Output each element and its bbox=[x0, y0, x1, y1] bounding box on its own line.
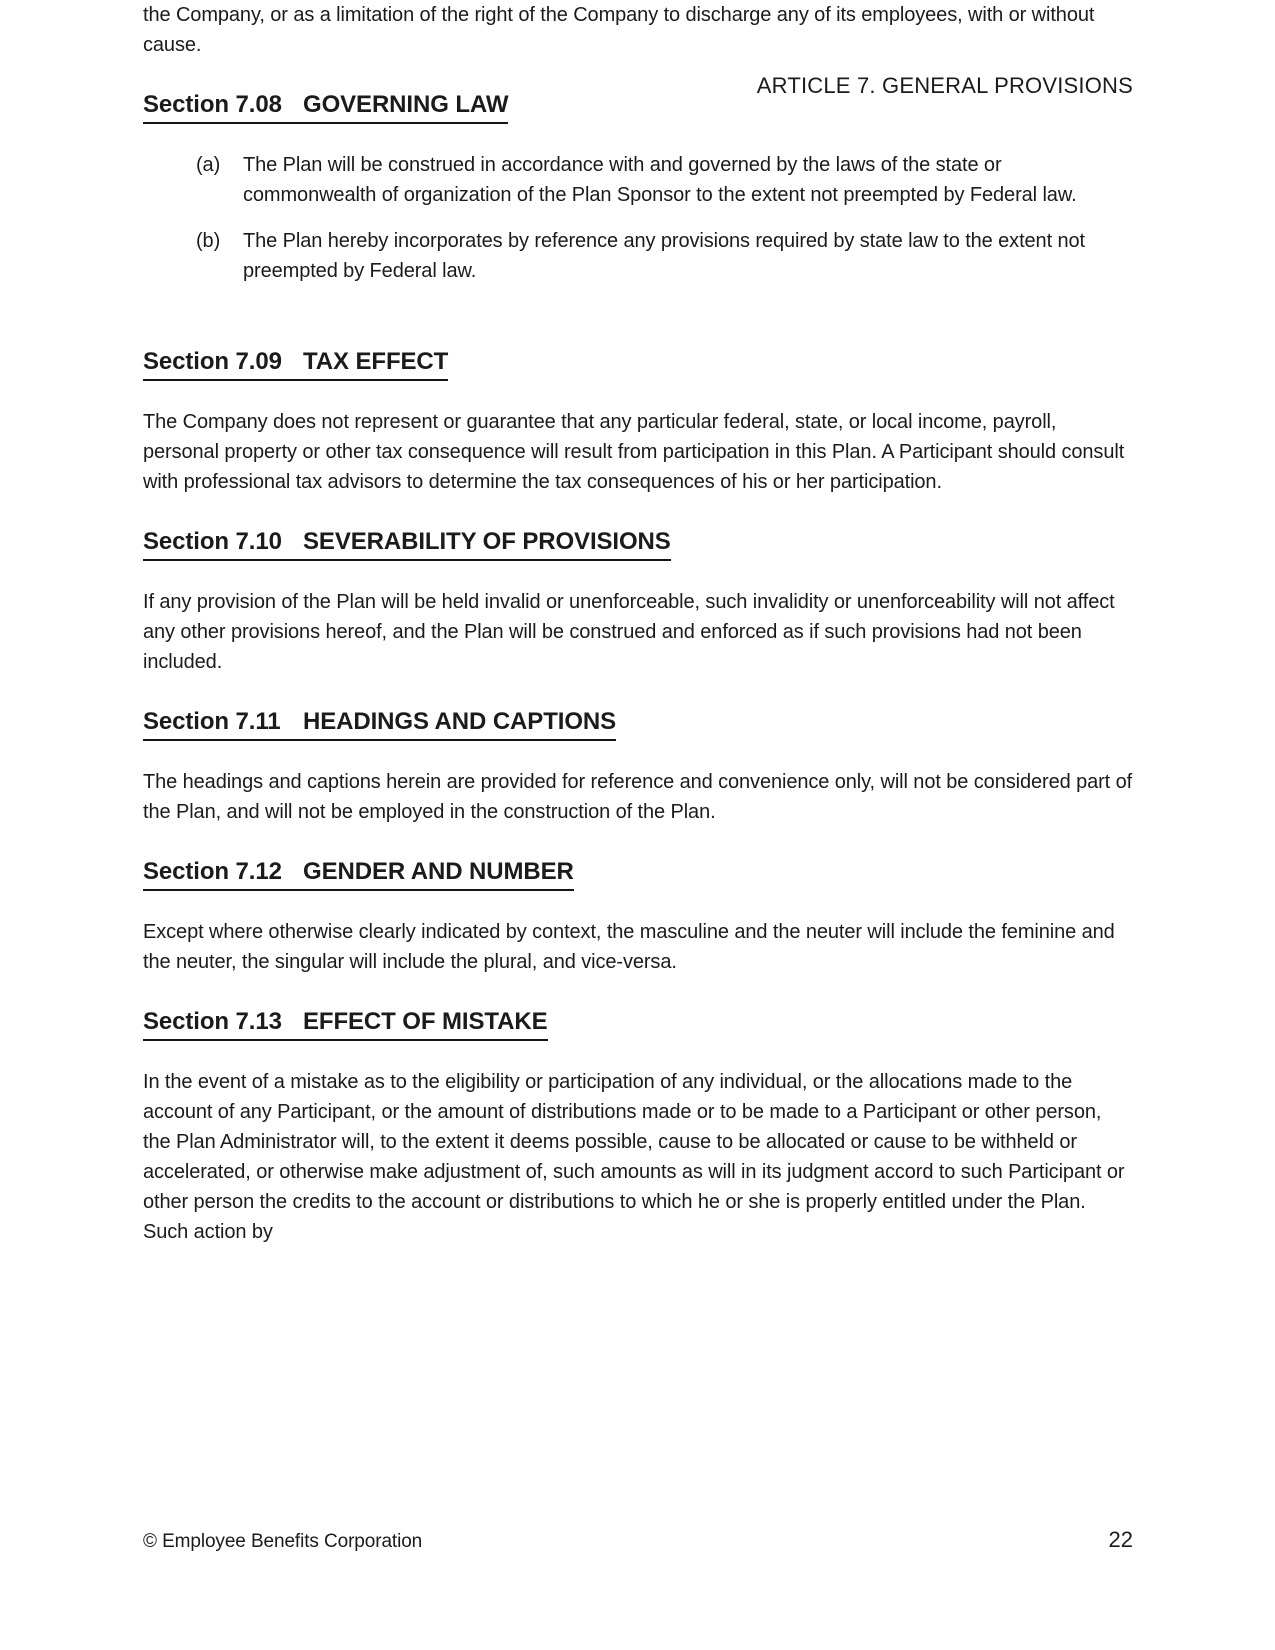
section-number: Section 7.11 bbox=[143, 708, 281, 735]
intro-paragraph: the Company, or as a limitation of the right of the Company to discharge any of its employees, with or without cause. bbox=[143, 4, 1095, 56]
section-number: Section 7.09 bbox=[143, 348, 282, 375]
section-heading-underline bbox=[143, 90, 508, 124]
section-title: EFFECT OF MISTAKE bbox=[303, 1008, 548, 1035]
section-7-11-body: The headings and captions herein are provided for reference and convenience only, will not be considered part of the Plan, and will not be employed in the construction of the Plan. bbox=[143, 771, 1133, 823]
list-item-text: The Plan hereby incorporates by reference any provisions required by state law to the extent not preempted by Federal law. bbox=[243, 230, 1085, 282]
page-number: 22 bbox=[1108, 1527, 1133, 1552]
section-7-08-heading bbox=[143, 90, 1133, 124]
list-item bbox=[143, 150, 1133, 210]
section-7-10-heading bbox=[143, 527, 1133, 561]
section-7-09-body: The Company does not represent or guarantee that any particular federal, state, or local income, payroll, personal property or other tax consequence will result from participation in this Plan. A Participant should consult with professional tax advisors to determine the tax consequences of his or her participation. bbox=[143, 411, 1125, 493]
footer-copyright: © Employee Benefits Corporation bbox=[143, 1531, 423, 1552]
list-marker: (a) bbox=[196, 154, 221, 176]
section-number: Section 7.10 bbox=[143, 528, 282, 555]
section-7-11-heading bbox=[143, 707, 1133, 741]
section-heading-underline bbox=[143, 347, 448, 381]
section-title: GOVERNING LAW bbox=[303, 91, 509, 118]
section-number: Section 7.13 bbox=[143, 1008, 282, 1035]
section-number: Section 7.08 bbox=[143, 91, 282, 118]
section-heading-underline bbox=[143, 707, 616, 741]
section-title: TAX EFFECT bbox=[303, 348, 449, 375]
section-number: Section 7.12 bbox=[143, 858, 282, 885]
section-7-13-body: In the event of a mistake as to the eligibility or participation of any individual, or the allocations made to the account of any Participant, or the amount of distributions made or to be made to a Participant or other person, the Plan Administrator will, to the extent it deems possible, cause to be allocated or cause to be withheld or accelerated, or otherwise make adjustment of, such amounts as will in its judgment accord to such Participant or other person the credits to the account or distributions to which he or she is properly entitled under the Plan. Such action by bbox=[143, 1071, 1125, 1243]
page-content bbox=[143, 0, 1133, 1277]
list-item-text: The Plan will be construed in accordance with and governed by the laws of the state or commonwealth of organization of the Plan Sponsor to the extent not preempted by Federal law. bbox=[243, 154, 1077, 206]
section-7-12-heading bbox=[143, 857, 1133, 891]
section-heading-underline bbox=[143, 857, 574, 891]
section-title: HEADINGS AND CAPTIONS bbox=[303, 708, 617, 735]
section-7-13-heading bbox=[143, 1007, 1133, 1041]
list-item bbox=[143, 226, 1133, 286]
list-marker: (b) bbox=[196, 230, 221, 252]
section-title: GENDER AND NUMBER bbox=[303, 858, 574, 885]
section-7-09-heading bbox=[143, 347, 1133, 381]
running-header: ARTICLE 7. GENERAL PROVISIONS bbox=[756, 73, 1133, 98]
section-title: SEVERABILITY OF PROVISIONS bbox=[303, 528, 671, 555]
section-7-12-body: Except where otherwise clearly indicated by context, the masculine and the neuter will include the feminine and the neuter, the singular will include the plural, and vice-versa. bbox=[143, 921, 1115, 973]
page-footer bbox=[143, 1527, 1133, 1553]
section-7-08-list bbox=[143, 150, 1133, 287]
section-heading-underline bbox=[143, 1007, 548, 1041]
section-7-10-body: If any provision of the Plan will be held invalid or unenforceable, such invalidity or unenforceability will not affect any other provisions hereof, and the Plan will be construed and enforced as if such provisions had not been included. bbox=[143, 591, 1115, 673]
section-heading-underline bbox=[143, 527, 671, 561]
